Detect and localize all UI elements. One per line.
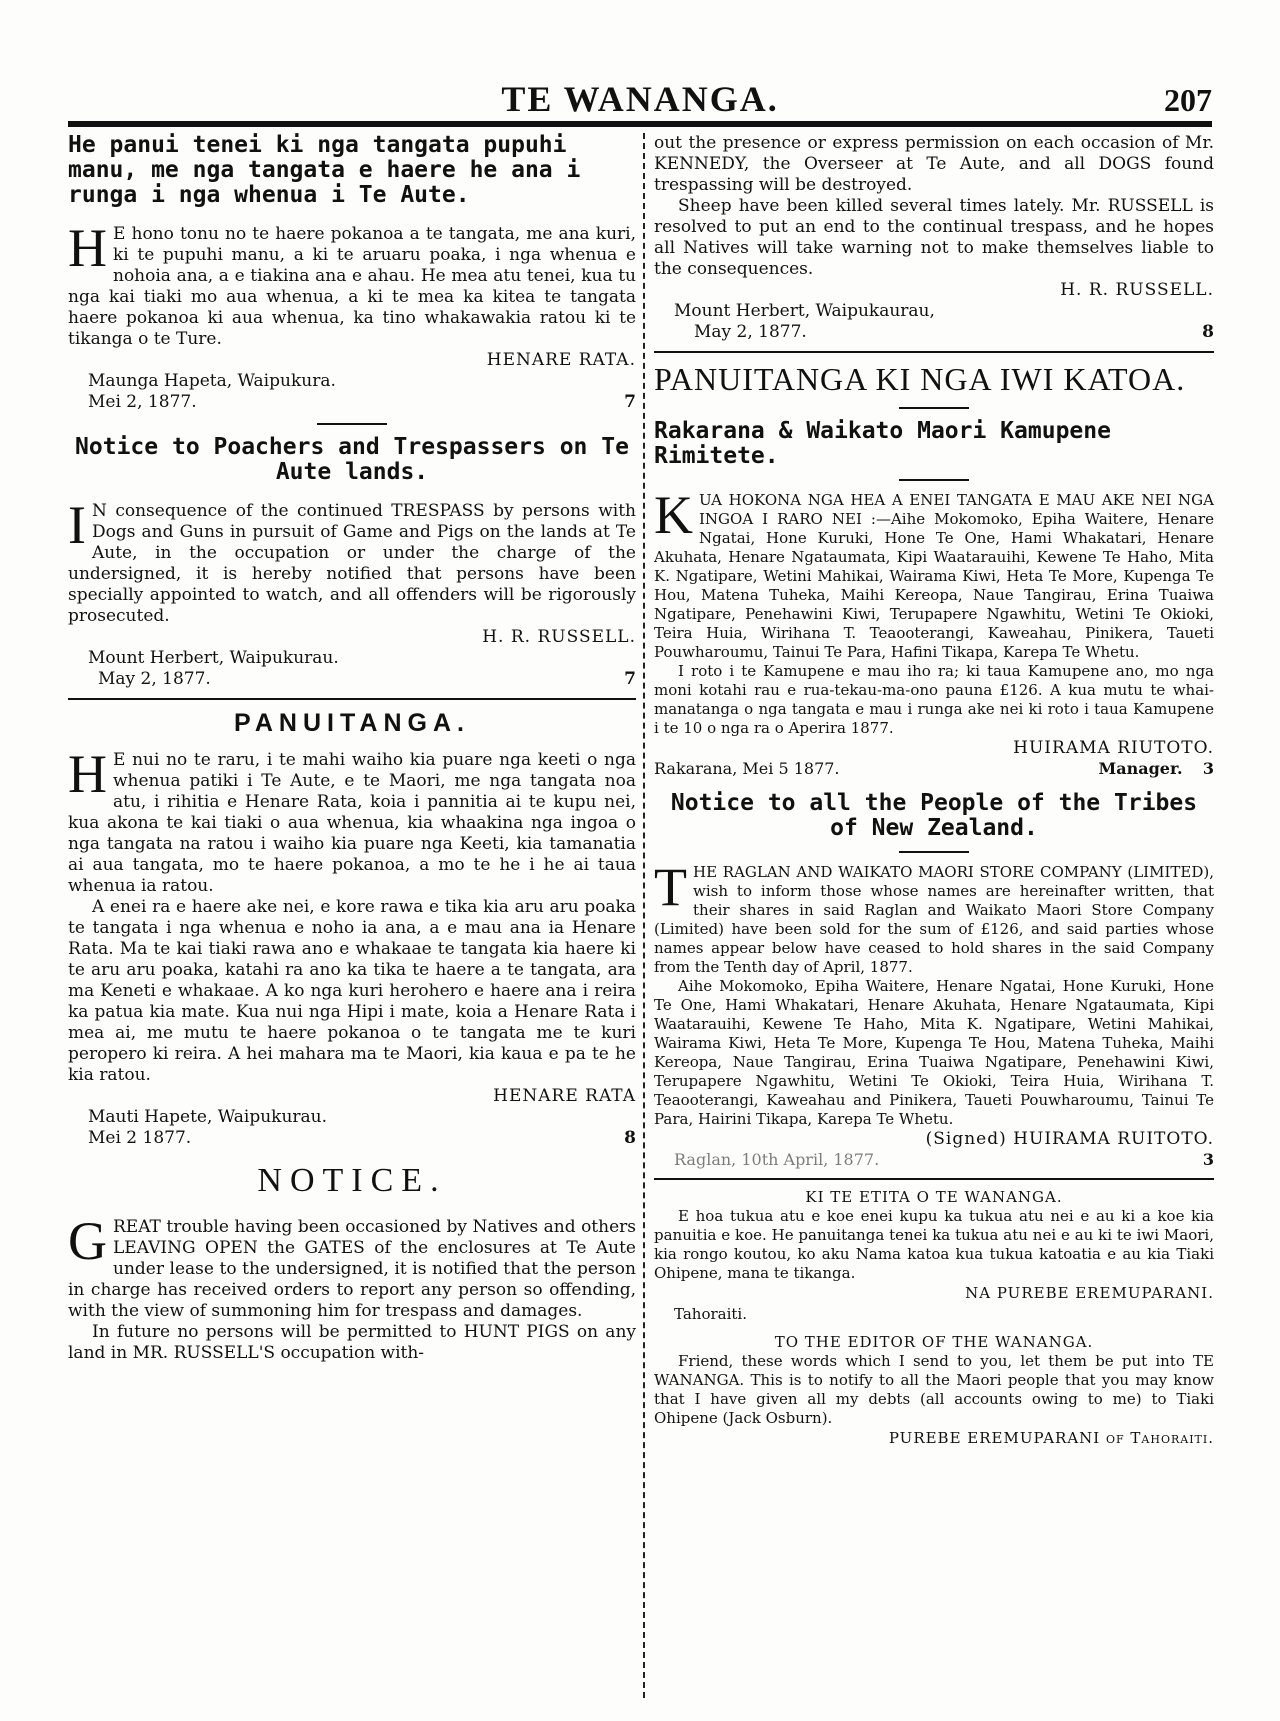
drop-cap: G bbox=[68, 1211, 107, 1271]
advert-number: 7 bbox=[624, 669, 636, 689]
advert-number: 3 bbox=[1202, 759, 1214, 778]
article-body: N consequence of the continued TRESPASS by persons with Dogs and Guns in pursuit of Game and Pigs on the lands at Te Aute, in the occupation or under the charge of the undersigned, it is hereby notified that persons have been specially appointed to watch, and all offenders will be rigorously prosecuted. bbox=[68, 501, 636, 626]
advert-number: 3 bbox=[1202, 1150, 1214, 1169]
article-body-2: I roto i te Kamupene e mau iho ra; ki taua Kamupene ano, mo nga moni kotahi rau e rua-tekau-ma-ono pauna £126. A kua mutu te whai-manatanga o nga tangata e mau i runga ake nei ki roto i taua Kamupene i te 10 o nga ra o Aperira 1877. bbox=[654, 662, 1214, 737]
letter-heading: KI TE ETITA O TE WANANGA. bbox=[805, 1188, 1063, 1206]
letter-body: E hoa tukua atu e koe enei kupu ka tukua atu nei e au ki a koe kia panuitia e koe. He panuitanga tenei ka tukua atu nei e au ki te iwi Maori, kia rongo koutou, ko aku Nama katoa kua tukua katoatia e au kia Tiaki Ohipene, mana te tikanga. bbox=[654, 1207, 1214, 1282]
article-body-2: Sheep have been killed several times lately. Mr. RUSSELL is resolved to put an end to the continual trespass, and he hopes all Natives will take warning not to make themselves liable to the consequences. bbox=[654, 196, 1214, 279]
article-body: out the presence or express permission on each occasion of Mr. KENNEDY, the Overseer at Te Aute, and all DOGS found trespassing will be destroyed. bbox=[654, 133, 1214, 195]
place-date: Raglan, 10th April, 1877. bbox=[674, 1150, 880, 1169]
header-rule bbox=[68, 121, 1212, 127]
advert-number: 8 bbox=[1202, 322, 1214, 342]
notice-gates bbox=[68, 1161, 636, 1364]
divider bbox=[68, 698, 636, 700]
article-body-2: In future no persons will be permitted to HUNT PIGS on any land in MR. RUSSELL'S occupation with- bbox=[68, 1322, 636, 1363]
divider bbox=[899, 851, 969, 853]
article-body: HE RAGLAN AND WAIKATO MAORI STORE COMPANY (LIMITED), wish to inform those whose names are hereinafter written, that their shares in said Raglan and Waikato Maori Store Company (Limited) have been sold for the sum of £126, and said parties whose names appear below have ceased to hold shares in the said Company from the Tenth day of April, 1877. bbox=[654, 863, 1214, 976]
signature: HENARE RATA. bbox=[486, 350, 636, 370]
article-title: NOTICE. bbox=[257, 1162, 447, 1199]
date: Mei 2, 1877. bbox=[88, 392, 197, 412]
names-list: Aihe Mokomoko, Epiha Waitere, Henare Ngatai, Hone Kuruki, Hone Te One, Hami Whakatari, Henare Akuhata, Henare Ngataumata, Kipi Waatarauihi, Kewene Te Haho, Mita K. Ngatipare, Wetini Mahikai, Wairama Kiwi, Heta Te More, Kupenga Te Hou, Matena Tuheka, Maihi Kereopa, Naue Tangirau, Erina Tuaiwa Ngatipare, Penehawini Kiwi, Terupapere Ngawhitu, Wetini Te Okioki, Teira Huia, Wirihana T. Teaooterangi, Kaweahau and Pinikera, Taueti Pouwharoumu, Tainui Te Para, Hairini Tikapa, Karepa Te Whetu. bbox=[654, 977, 1214, 1128]
divider bbox=[654, 351, 1214, 353]
drop-cap: H bbox=[68, 218, 107, 278]
place: Maunga Hapeta, Waipukura. bbox=[88, 371, 336, 391]
signature: HENARE RATA bbox=[493, 1086, 636, 1106]
date: May 2, 1877. bbox=[694, 322, 807, 342]
drop-cap: T bbox=[654, 857, 687, 917]
signature: HUIRAMA RIUTOTO. bbox=[1013, 738, 1214, 758]
newspaper-title: TE WANANGA. bbox=[501, 79, 779, 119]
divider bbox=[899, 479, 969, 481]
notice-tribes bbox=[654, 791, 1214, 1170]
section-title: PANUITANGA KI NGA IWI KATOA. bbox=[654, 361, 1186, 397]
article-body: REAT trouble having been occasioned by Natives and others LEAVING OPEN the GATES of the enclosures at Te Aute under lease to the undersigned, it is notified that the person in charge has received orders to report any person so offending, with the view of summoning him for trespass and damages. bbox=[68, 1217, 636, 1321]
article-title: Rakarana & Waikato Maori Kamupene Rimitete. bbox=[654, 418, 1111, 469]
signature: PUREBE EREMUPARANI of Tahoraiti. bbox=[888, 1429, 1214, 1447]
advert-number: 7 bbox=[624, 392, 636, 412]
article-body: E hono tonu no te haere pokanoa a te tangata, me ana kuri, ki te pupuhi manu, a ki te aruaru poaka, i nga whenua e nohoia ana, a e tiakina ana e ahau. He mea atu tenei, kua tu nga kai tiaki mo aua whenua, a ki te mea ka kitea te tangata haere pokanoa ki aua whenua, ka tino whakawakia ratou ki te tikanga o te Ture. bbox=[68, 224, 636, 349]
panuitanga-iwi-katoa bbox=[654, 361, 1214, 779]
drop-cap: I bbox=[68, 495, 86, 555]
date: Mei 2 1877. bbox=[88, 1128, 192, 1148]
divider bbox=[654, 1178, 1214, 1180]
signature: (Signed) HUIRAMA RUITOTO. bbox=[925, 1129, 1214, 1149]
column-divider bbox=[643, 133, 645, 1698]
divider bbox=[317, 423, 387, 425]
article-title: Notice to all the People of the Tribes of New Zealand. bbox=[670, 790, 1198, 841]
advert-number: 8 bbox=[624, 1128, 636, 1148]
place: Mount Herbert, Waipukaurau, bbox=[674, 301, 935, 321]
article-body: E nui no te raru, i te mahi waiho kia puare nga keeti o nga whenua patiki i Te Aute, e te Maori, me nga tangata noa atu, i rihitia e Henare Rata, koia i pannitia ai te kupu nei, kua akona te kai tiaki o aua whenua, kia whaakina nga ingoa o nga tangata na ratou i waiho kia puare nga Keeti, kia tamanatia ai aua tangata, mo te haere pokanoa, a mo te he i he ai taua whenua ia ratou. bbox=[68, 750, 636, 896]
letter-maori bbox=[654, 1188, 1214, 1325]
letter-english bbox=[654, 1333, 1214, 1449]
article-body-2: A enei ra e haere ake nei, e kore rawa e tika kia aru aru poaka te tangata i nga whenua e noho ia ana, a e mau ana ia Henare Rata. Ma te kai tiaki rawa ano e whakaae te tangata kia haere ki te aru aru poaka, katahi ra ano ka tika te haere a te tangata, ara ma Keneti e whakaae. A ko nga kuri herohero e haere ana i reira ka patua kia mate. Kua nui nga Hipi i mate, koia a Henare Rata i mea ai, me mutu te haere pokanoa o te tangata me te kuri peropero ki reira. A hei mahara ma te Maori, kia kaua e pa te he kia ratou. bbox=[68, 897, 636, 1085]
letter-body: Friend, these words which I send to you, let them be put into TE WANANGA. This is to notify to all the Maori people that you may know that I have given all my debts (all accounts owing to me) to Tiaki Ohipene (Jack Osburn). bbox=[654, 1352, 1214, 1427]
place: Mauti Hapete, Waipukurau. bbox=[88, 1107, 328, 1127]
article-body: UA HOKONA NGA HEA A ENEI TANGATA E MAU AKE NEI NGA INGOA I RARO NEI :—Aihe Mokomoko, Epiha Waitere, Henare Ngatai, Hone Kuruki, Hone Te One, Hami Whakatari, Henare Akuhata, Henare Ngataumata, Kipi Waatarauihi, Kewene Te Haho, Mita K. Ngatipare, Wetini Mahikai, Wairama Kiwi, Heta Te More, Kupenga Te Hou, Matena Tuheka, Maihi Kereopa, Naue Tangirau, Erina Tuaiwa Ngatipare, Penehawini Kiwi, Terupapere Ngawhitu, Wetini Te Okioki, Teira Huia, Wirihana T. Teaooterangi, Kaweahau, Pinikera, Taueti Pouwharoumu, Tainui Te Para, Hafini Tikapa, Karepa Te Whetu. bbox=[654, 491, 1214, 661]
right-column bbox=[654, 133, 1214, 1449]
role: Manager. bbox=[1098, 759, 1183, 778]
place-date: Rakarana, Mei 5 1877. bbox=[654, 759, 840, 778]
signature: NA PUREBE EREMUPARANI. bbox=[965, 1284, 1214, 1302]
place: Tahoraiti. bbox=[674, 1305, 747, 1323]
place: Mount Herbert, Waipukurau. bbox=[88, 648, 339, 668]
left-column bbox=[68, 133, 636, 1364]
article-title: He panui tenei ki nga tangata pupuhi manu, me nga tangata e haere he ana i runga i nga whenua i Te Aute. bbox=[68, 132, 581, 208]
signature: H. R. RUSSELL. bbox=[1060, 280, 1214, 300]
page-header bbox=[68, 78, 1212, 126]
letter-heading: TO THE EDITOR OF THE WANANGA. bbox=[774, 1333, 1094, 1351]
article-title: PANUITANGA. bbox=[234, 709, 470, 737]
page-number: 207 bbox=[1164, 82, 1212, 118]
notice-gates-continued bbox=[654, 133, 1214, 343]
notice-poachers bbox=[68, 435, 636, 690]
panuitanga bbox=[68, 708, 636, 1149]
date: May 2, 1877. bbox=[98, 669, 211, 689]
notice-maori-poachers bbox=[68, 133, 636, 413]
article-title: Notice to Poachers and Trespassers on Te Aute lands. bbox=[75, 434, 629, 485]
drop-cap: H bbox=[68, 744, 107, 804]
drop-cap: K bbox=[654, 485, 693, 545]
divider bbox=[899, 407, 969, 409]
signature: H. R. RUSSELL. bbox=[482, 627, 636, 647]
